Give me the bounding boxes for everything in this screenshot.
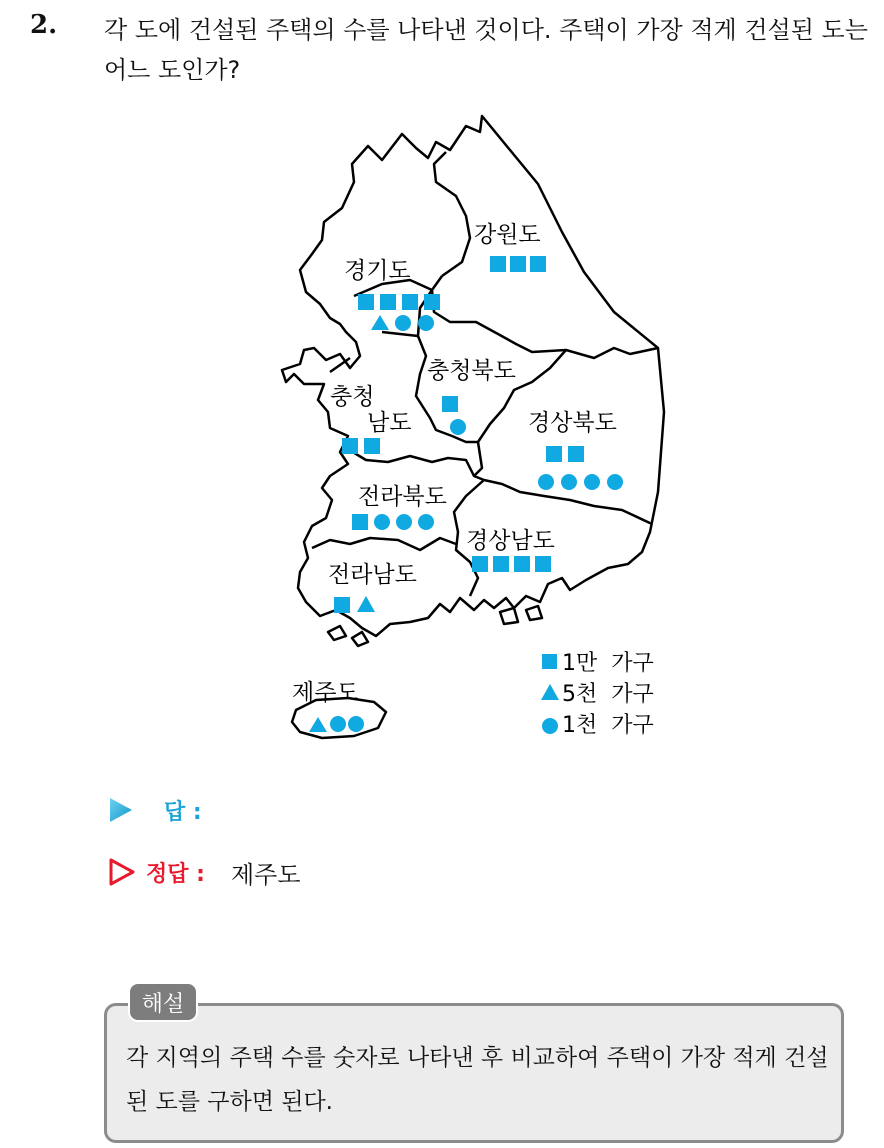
gyeongbuk-circle-3 <box>584 474 600 490</box>
gyeongnam-square-1 <box>472 556 488 572</box>
region-label-gangwon: 강원도 <box>474 222 541 248</box>
gyeongbuk-circle-2 <box>561 474 577 490</box>
gangwon-square-2 <box>510 256 526 272</box>
correct-answer-value: 제주도 <box>230 860 301 889</box>
gangwon-square-3 <box>530 256 546 272</box>
gyeongnam-square-3 <box>514 556 530 572</box>
jeonnam-triangle <box>357 596 375 612</box>
region-label-chungnam-2: 남도 <box>367 410 412 436</box>
jeju-triangle <box>309 717 327 732</box>
region-label-jeonnam: 전라남도 <box>328 562 417 588</box>
answer-row <box>108 792 202 828</box>
gyeonggi-circle-2 <box>418 315 434 331</box>
play-arrow-icon <box>108 796 134 824</box>
jeonbuk-circle-1 <box>374 514 390 530</box>
explanation-tag: 해설 <box>128 982 198 1022</box>
legend-circle-icon <box>542 718 558 734</box>
gangwon-square-1 <box>490 256 506 272</box>
answer-label: 답 : <box>164 799 202 825</box>
legend-label-square: 1만 가구 <box>562 651 654 676</box>
region-label-gyeongnam: 경상남도 <box>466 528 555 554</box>
gyeonggi-square-4 <box>424 294 440 310</box>
jeonbuk-circle-2 <box>396 514 412 530</box>
gyeongbuk-square-1 <box>546 446 562 462</box>
gyeonggi-square-3 <box>402 294 418 310</box>
gyeonggi-circle-1 <box>395 315 411 331</box>
gyeonggi-square-2 <box>380 294 396 310</box>
region-label-chungbuk: 충청북도 <box>427 358 516 384</box>
gyeonggi-triangle <box>371 315 389 330</box>
korea-map <box>270 112 700 752</box>
chungnam-square-2 <box>364 438 380 454</box>
chungbuk-circle <box>450 419 466 435</box>
region-label-jeju: 제주도 <box>292 680 359 706</box>
region-label-chungnam-1: 충청 <box>330 384 375 410</box>
legend-square-icon <box>542 654 557 669</box>
gyeongbuk-circle-1 <box>538 474 554 490</box>
jeju-circle-2 <box>348 716 364 732</box>
explanation-text: 각 지역의 주택 수를 숫자로 나타낸 후 비교하여 주택이 가장 적게 건설된 도를 구하면 된다. <box>126 1045 829 1115</box>
chungnam-square-1 <box>342 438 358 454</box>
region-label-gyeonggi: 경기도 <box>344 258 411 284</box>
region-label-gyeongbuk: 경상북도 <box>528 410 617 436</box>
gyeongbuk-circle-4 <box>607 474 623 490</box>
legend-label-triangle: 5천 가구 <box>562 682 654 707</box>
legend-triangle-icon <box>541 684 559 700</box>
gyeongbuk-square-2 <box>568 446 584 462</box>
outline-arrow-icon <box>108 857 136 887</box>
jeju-circle-1 <box>330 716 346 732</box>
gyeonggi-square-1 <box>358 294 374 310</box>
gyeongnam-square-4 <box>535 556 551 572</box>
jeonnam-square <box>334 597 350 613</box>
correct-answer-row <box>108 852 301 892</box>
chungbuk-square <box>442 396 458 412</box>
jeonbuk-circle-3 <box>418 514 434 530</box>
question-text: 각 도에 건설된 주택의 수를 나타낸 것이다. 주택이 가장 적게 건설된 도는 어느 도인가? <box>104 16 868 84</box>
region-label-jeonbuk: 전라북도 <box>358 484 447 510</box>
legend-label-circle: 1천 가구 <box>562 713 654 738</box>
jeonbuk-square <box>352 514 368 530</box>
gyeongnam-square-2 <box>493 556 509 572</box>
correct-answer-label: 정답 : <box>146 861 205 887</box>
question-number: 2. <box>30 10 58 40</box>
